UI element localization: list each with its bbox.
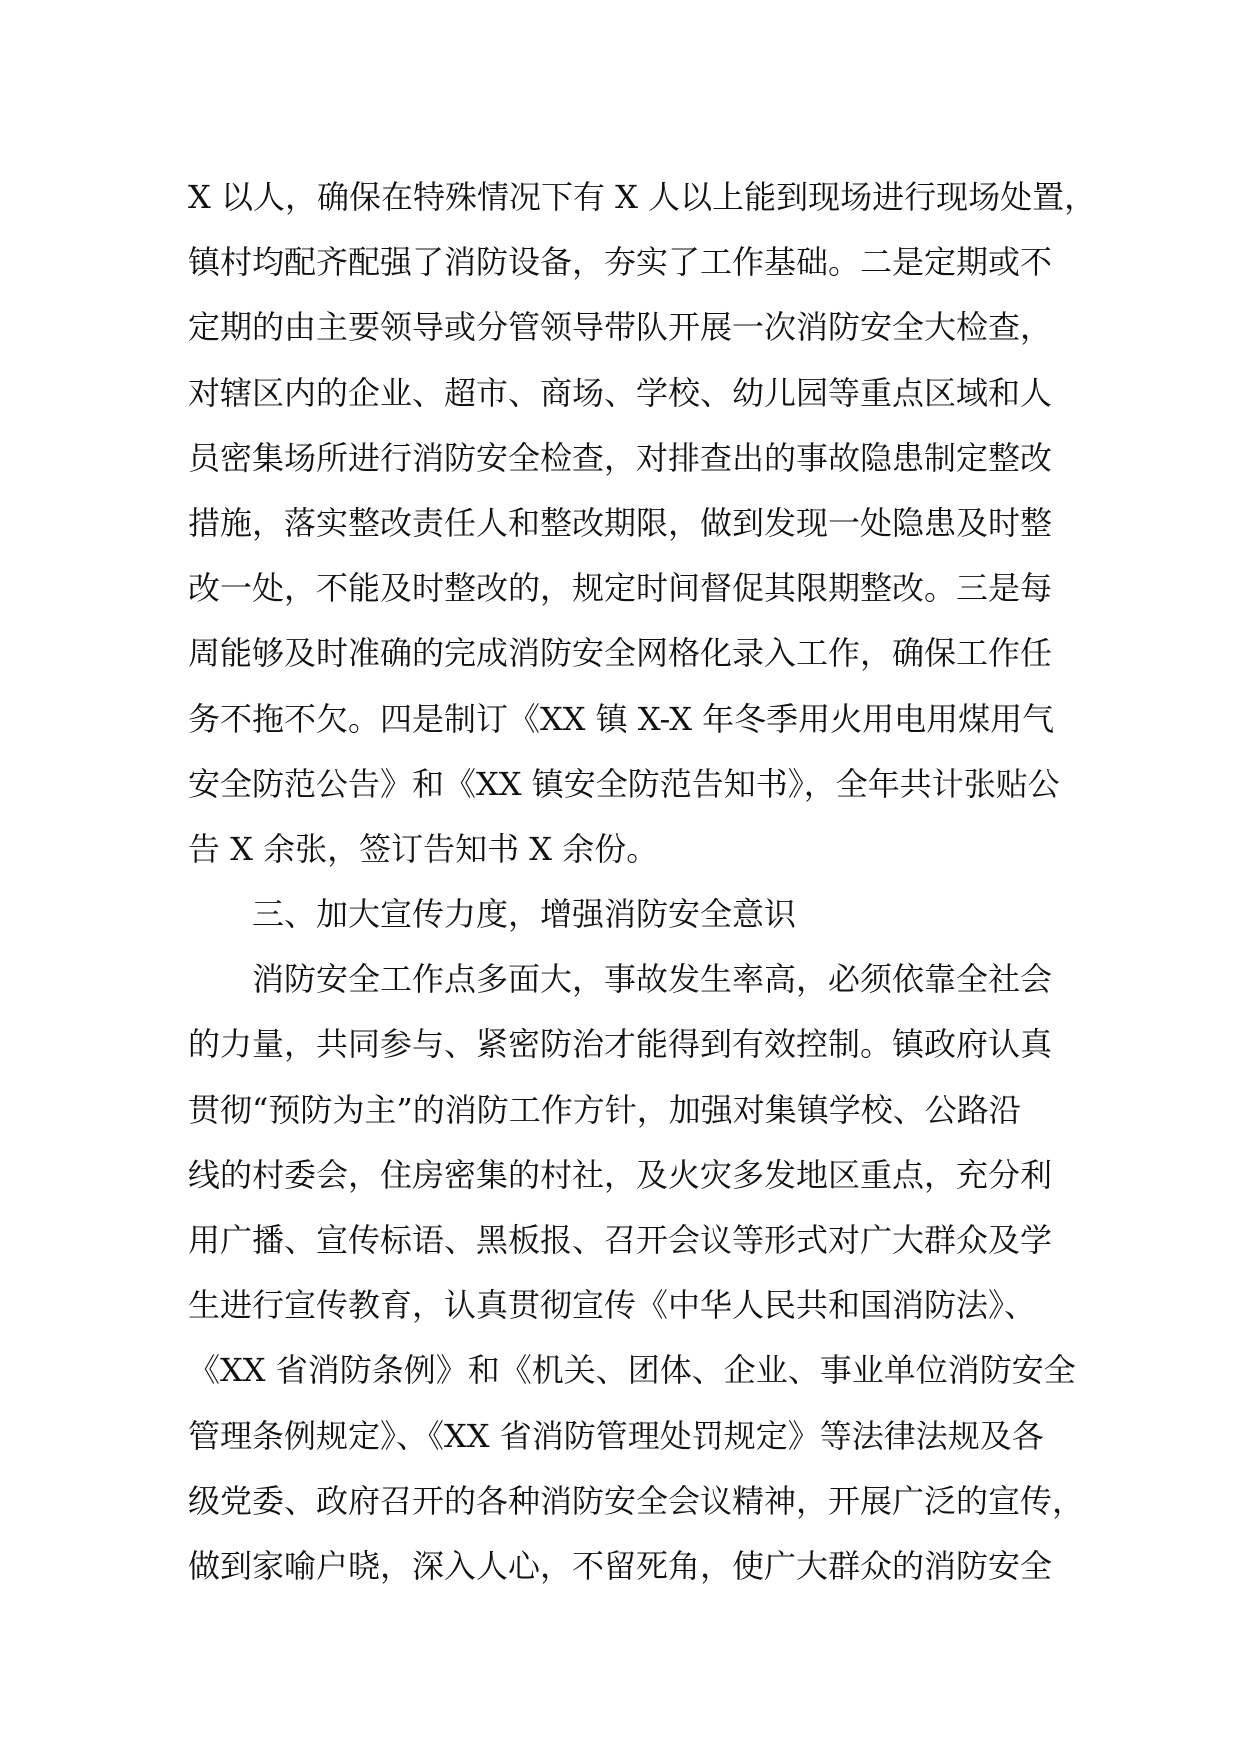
text-line: X 以人，确保在特殊情况下有 X 人以上能到现场进行现场处置， (188, 178, 1097, 216)
text-line: 改一处，不能及时整改的，规定时间督促其限期整改。三是每 (188, 569, 1053, 608)
text-line: 级党委、政府召开的各种消防安全会议精神，开展广泛的宣传， (188, 1481, 1085, 1520)
text-line: 定期的由主要领导或分管领导带队开展一次消防安全大检查， (188, 308, 1053, 347)
text-line: 安全防范公告》和《XX 镇安全防范告知书》，全年共计张贴公 (188, 764, 1060, 803)
text-line: 管理条例规定》、《XX 省消防管理处罚规定》等法律法规及各 (188, 1416, 1044, 1455)
text-line: 《XX 省消防条例》和《机关、团体、企业、事业单位消防安全 (188, 1351, 1076, 1390)
text-line: 用广播、宣传标语、黑板报、召开会议等形式对广大群众及学 (188, 1221, 1053, 1259)
text-line: 员密集场所进行消防安全检查，对排查出的事故隐患制定整改 (188, 438, 1053, 477)
text-line: 的力量，共同参与、紧密防治才能得到有效控制。镇政府认真 (188, 1025, 1053, 1064)
section-heading: 三、加大宣传力度，增强消防安全意识 (252, 895, 797, 934)
text-line: 告 X 余张，签订告知书 X 余份。 (188, 829, 659, 868)
text-line: 措施，落实整改责任人和整改期限，做到发现一处隐患及时整 (188, 503, 1053, 542)
text-line: 周能够及时准确的完成消防安全网格化录入工作，确保工作任 (188, 634, 1053, 673)
text-line: 生进行宣传教育，认真贯彻宣传《中华人民共和国消防法》、 (188, 1286, 1037, 1325)
text-line: 贯彻“预防为主”的消防工作方针，加强对集镇学校、公路沿 (188, 1090, 1021, 1129)
body-text (188, 165, 1097, 1599)
text-line: 对辖区内的企业、超市、商场、学校、幼儿园等重点区域和人 (188, 373, 1053, 412)
text-line: 镇村均配齐配强了消防设备，夯实了工作基础。二是定期或不 (188, 243, 1053, 282)
text-line: 做到家喻户晓，深入人心，不留死角，使广大群众的消防安全 (188, 1546, 1053, 1585)
paragraph-first-line: 消防安全工作点多面大，事故发生率高，必须依靠全社会 (252, 960, 1053, 999)
text-line: 线的村委会，住房密集的村社，及火灾多发地区重点，充分利 (188, 1155, 1053, 1194)
text-line: 务不拖不欠。四是制订《XX 镇 X-X 年冬季用火用电用煤用气 (188, 699, 1055, 738)
